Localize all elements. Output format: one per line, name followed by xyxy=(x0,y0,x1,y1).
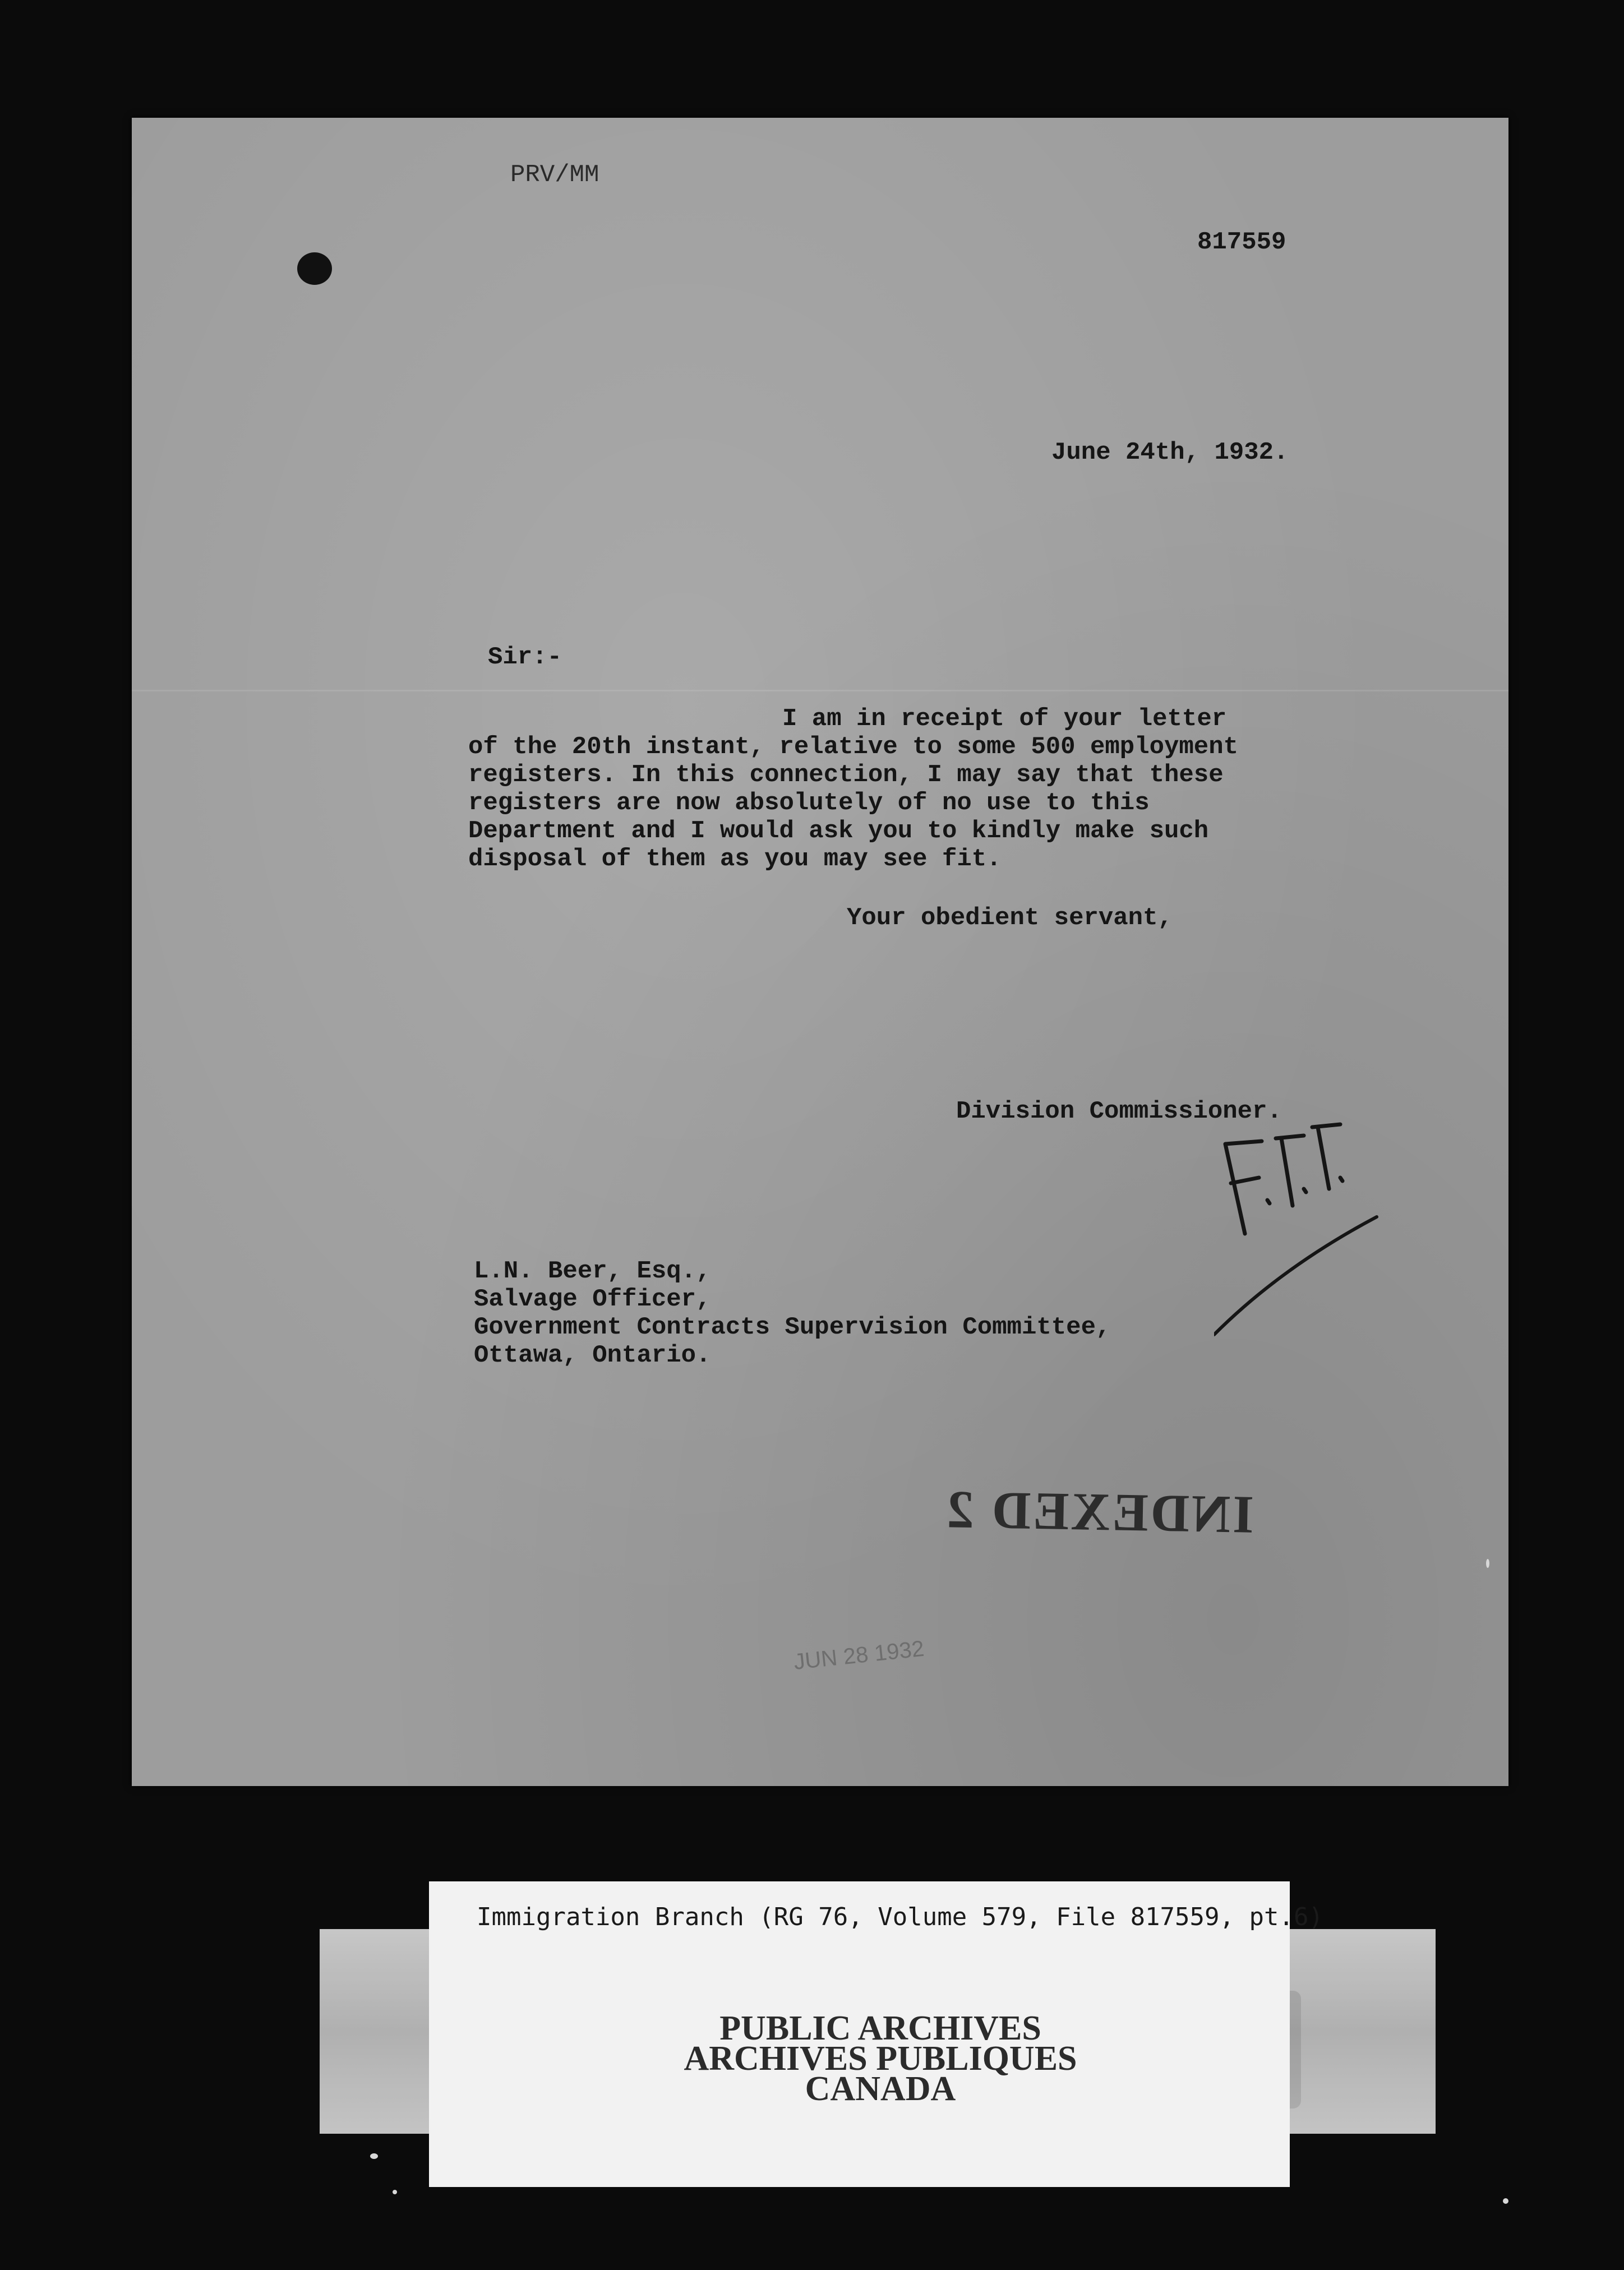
address-line: Salvage Officer, xyxy=(474,1285,711,1313)
fold-line xyxy=(132,690,1508,691)
archive-citation: Immigration Branch (RG 76, Volume 579, File 817559, pt.6) xyxy=(477,1903,1323,1931)
signature-title: Division Commissioner. xyxy=(956,1097,1282,1125)
public-archives-stamp xyxy=(656,2009,1105,2108)
body-line: I am in receipt of your letter xyxy=(782,705,1227,733)
address-line: L.N. Beer, Esq., xyxy=(474,1257,711,1285)
body-line: registers are now absolutely of no use to this xyxy=(468,789,1150,817)
reference-code: PRV/MM xyxy=(510,161,599,189)
received-stamp-faint: JUN 28 1932 xyxy=(792,1636,926,1675)
archives-stamp-line: ARCHIVES PUBLIQUES xyxy=(684,2040,1077,2078)
indexed-stamp: INDEXED 2 xyxy=(944,1479,1254,1544)
address-line: Government Contracts Supervision Committee, xyxy=(474,1313,1111,1341)
punch-hole xyxy=(297,252,332,285)
file-number: 817559 xyxy=(1197,228,1286,256)
salutation: Sir:- xyxy=(488,643,562,671)
address-line: Ottawa, Ontario. xyxy=(474,1341,711,1369)
body-line: Department and I would ask you to kindly make such xyxy=(468,817,1209,845)
archives-stamp-line: CANADA xyxy=(805,2070,956,2108)
body-line: registers. In this connection, I may say that these xyxy=(468,761,1224,789)
handwritten-initials xyxy=(1214,1122,1382,1357)
closing: Your obedient servant, xyxy=(847,904,1173,932)
letter-date: June 24th, 1932. xyxy=(1051,439,1289,467)
archives-stamp-line: PUBLIC ARCHIVES xyxy=(719,2009,1041,2047)
letter-page xyxy=(132,118,1508,1786)
body-line: of the 20th instant, relative to some 500 employment xyxy=(468,733,1239,761)
body-line: disposal of them as you may see fit. xyxy=(468,845,1002,873)
